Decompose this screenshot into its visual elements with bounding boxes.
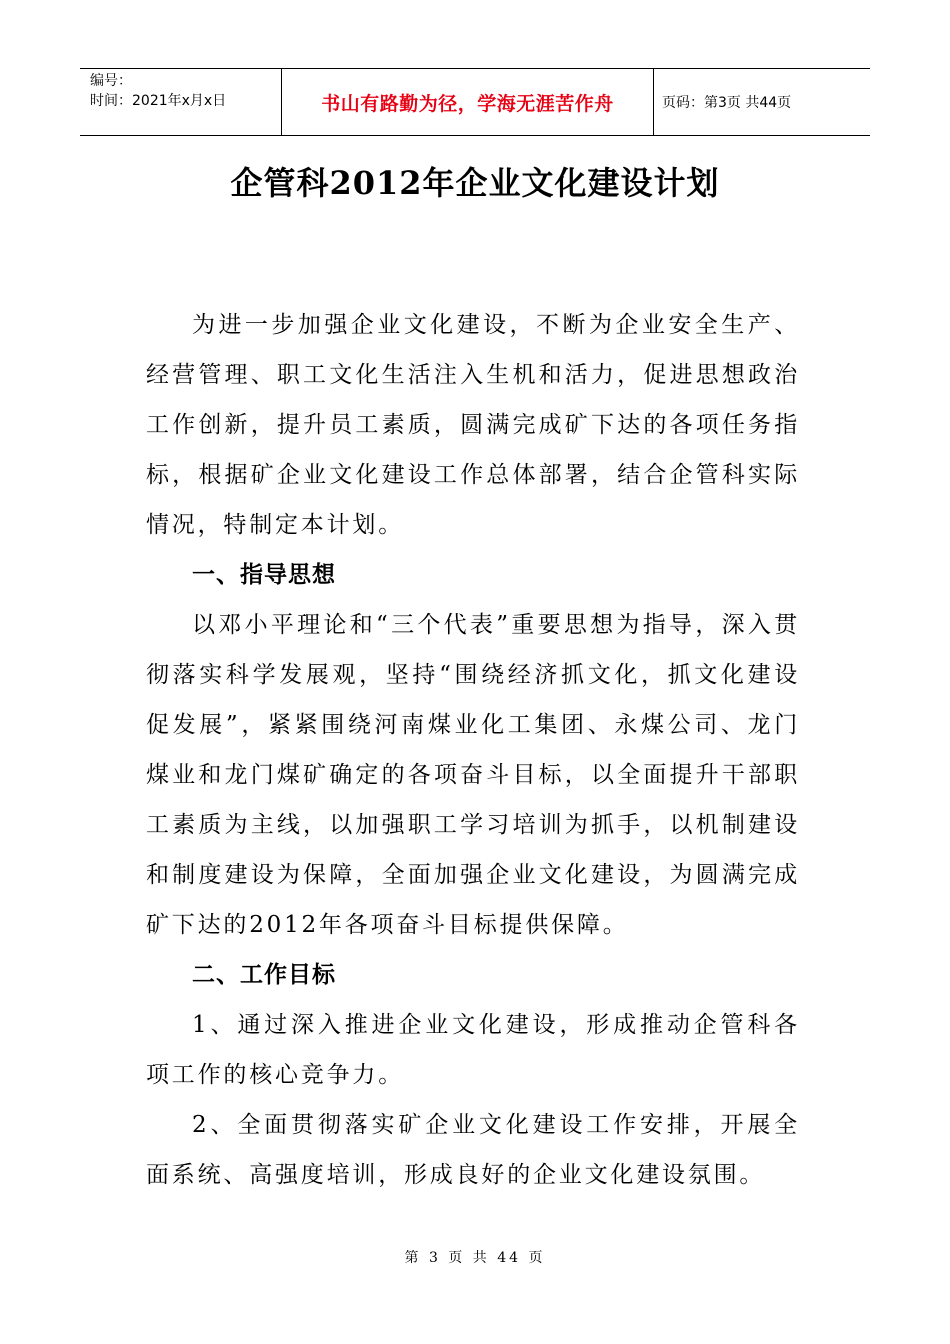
work-goal-item-2: 2、全面贯彻落实矿企业文化建设工作安排，开展全面系统、高强度培训，形成良好的企业文化建设氛围。 [146,1112,800,1188]
header-number-label: 编号： [90,73,132,89]
section-heading-guiding-thought: 一、指导思想 [192,562,336,588]
header-meta [80,69,282,135]
intro-paragraph: 为进一步加强企业文化建设，不断为企业安全生产、经营管理、职工文化生活注入生机和活力，促进思想政治工作创新，提升员工素质，圆满完成矿下达的各项任务指标，根据矿企业文化建设工作总体部署，结合企管科实际情况，特制定本计划。 [146,312,800,538]
work-goal-item-1: 1、通过深入推进企业文化建设，形成推动企管科各项工作的核心竞争力。 [146,1012,800,1088]
document-title: 企管科2012年企业文化建设计划 [230,164,720,202]
document-body [146,300,800,1200]
document-header [80,68,870,136]
page-footer: 第 3 页 共 44 页 [404,1250,546,1266]
header-page-info: 页码：第3页 共44页 [662,95,792,111]
guiding-thought-paragraph: 以邓小平理论和“三个代表”重要思想为指导，深入贯彻落实科学发展观，坚持“围绕经济抓文化，抓文化建设促发展”，紧紧围绕河南煤业化工集团、永煤公司、龙门煤业和龙门煤矿确定的各项奋斗目标，以全面提升干部职工素质为主线，以加强职工学习培训为抓手，以机制建设和制度建设为保障，全面加强企业文化建设，为圆满完成矿下达的2012年各项奋斗目标提供保障。 [146,612,800,938]
header-time-label: 时间：2021年x月x日 [90,93,227,109]
header-motto: 书山有路勤为径，学海无涯苦作舟 [282,69,654,135]
section-heading-work-goals: 二、工作目标 [192,962,336,988]
